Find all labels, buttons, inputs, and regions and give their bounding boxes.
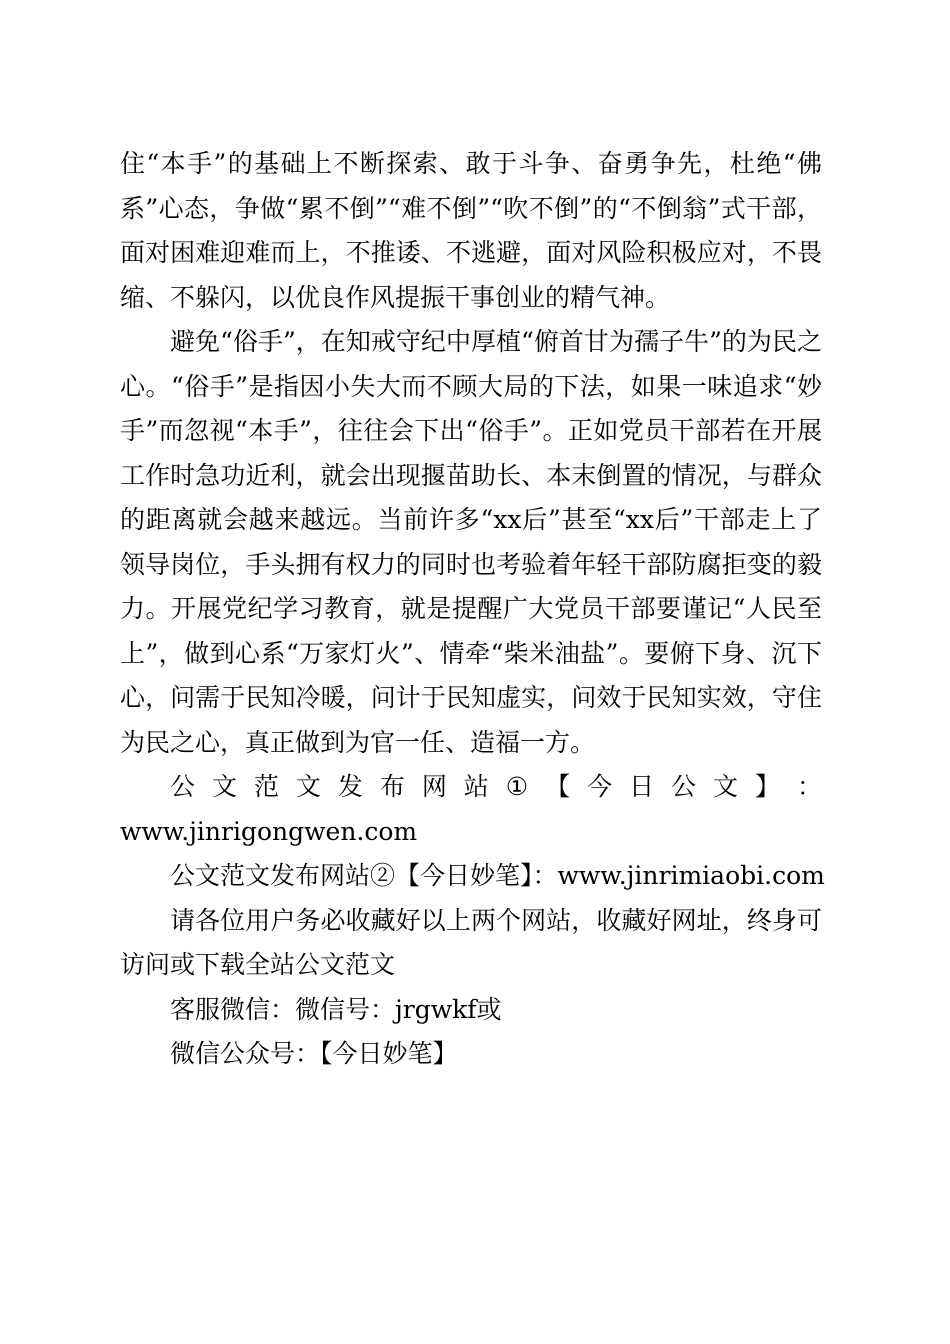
site1-char: 公 bbox=[170, 772, 196, 801]
paragraph-2: 避免“俗手”，在知戒守纪中厚植“俯首甘为孺子牛”的为民之心。“俗手”是指因小失大而不顾大局的下法，如果一味追求“妙手”而忽视“本手”，往往会下出“俗手”。正如党员干部若在开展工作时急功近利，就会出现揠苗助长、本末倒置的情况，与群众的距离就会越来越远。当前许多“xx后”甚至“xx后”干部走上了领导岗位，手头拥有权力的同时也考验着年轻干部防腐拒变的毅力。开展党纪学习教育，就是提醒广大党员干部要谨记“人民至上”，做到心系“万家灯火”、情牵“柴米油盐”。要俯下身、沉下心，问需于民知冷暖，问计于民知虚实，问效于民知实效，守住为民之心，真正做到为官一任、造福一方。 bbox=[120, 327, 822, 757]
site1-char: 文 bbox=[211, 772, 237, 801]
wechat-official-line: 微信公众号：【今日妙笔】 bbox=[170, 1039, 458, 1068]
site1-char: 公 bbox=[671, 772, 697, 801]
site1-char: ① bbox=[505, 772, 529, 801]
site1-char: 【 bbox=[545, 772, 571, 801]
document-body bbox=[120, 142, 825, 1077]
site1-char: 发 bbox=[337, 772, 363, 801]
paragraph-1: 住“本手”的基础上不断探索、敢于斗争、奋勇争先，杜绝“佛系”心态，争做“累不倒”“难不倒”“吹不倒”的“不倒翁”式干部，面对困难迎难而上，不推诿、不逃避，面对风险积极应对，不畏缩、不躲闪，以优良作风提振干事创业的精气神。 bbox=[120, 149, 822, 312]
site2-line: 公文范文发布网站②【今日妙笔】：www.jinrimiaobi.com bbox=[170, 861, 825, 890]
site1-char: 文 bbox=[295, 772, 321, 801]
notice-paragraph: 请各位用户务必收藏好以上两个网站，收藏好网址，终身可访问或下载全站公文范文 bbox=[120, 905, 822, 979]
site1-char: 布 bbox=[379, 772, 405, 801]
site1-char: 范 bbox=[253, 772, 279, 801]
site1-char: 日 bbox=[629, 772, 655, 801]
site1-line bbox=[120, 765, 822, 810]
site1-char: 】 bbox=[754, 772, 780, 801]
site1-char: 文 bbox=[713, 772, 739, 801]
site1-char: 网 bbox=[421, 772, 447, 801]
wechat-service-line: 客服微信：微信号：jrgwkf或 bbox=[170, 994, 502, 1024]
site1-char: 今 bbox=[587, 772, 613, 801]
site1-url: www.jinrigongwen.com bbox=[120, 816, 418, 846]
site1-char: ： bbox=[796, 772, 822, 801]
site1-char: 站 bbox=[463, 772, 489, 801]
